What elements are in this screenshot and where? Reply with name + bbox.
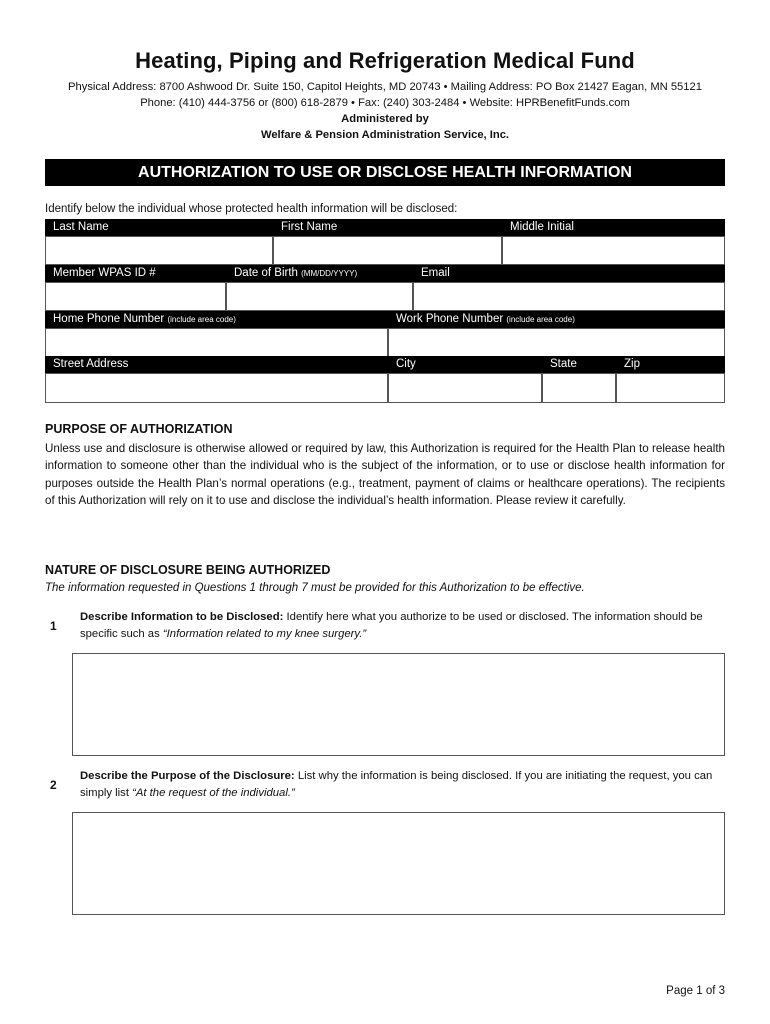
question-1-text <box>80 609 720 643</box>
intro-text: Identify below the individual whose protected health information will be disclosed: <box>45 203 458 215</box>
administrator-name: Welfare & Pension Administration Service, Inc. <box>260 129 510 141</box>
state-label: State <box>542 356 616 373</box>
purpose-text: Unless use and disclosure is otherwise allowed or required by law, this Authorization is required for the Health Plan to release health information to someone other than the individual who is the subject of the information, or to use or disclose health information for purposes outside the Health Plan’s normal operations (e.g., treatment, payment of claims or healthcare operations). The recipients of this Authorization will rely on it to use and disclose the individual’s health information. Please review it carefully. <box>45 442 725 507</box>
member-id-field[interactable] <box>45 282 226 311</box>
last-name-field[interactable] <box>45 236 273 265</box>
work-phone-label-text: Work Phone Number <box>396 313 504 325</box>
first-name-field[interactable] <box>273 236 502 265</box>
zip-label: Zip <box>616 356 725 373</box>
city-label: City <box>388 356 542 373</box>
question-1-example: “Information related to my knee surgery.” <box>162 628 367 640</box>
question-2-label: Describe the Purpose of the Disclosure: <box>80 770 295 782</box>
work-phone-label <box>388 311 725 328</box>
form-title-banner: AUTHORIZATION TO USE OR DISCLOSE HEALTH INFORMATION <box>45 159 725 186</box>
question-1-label: Describe Information to be Disclosed: <box>80 611 284 623</box>
address-line: Physical Address: 8700 Ashwood Dr. Suite 150, Capitol Heights, MD 20743 • Mailing Address: PO Box 21427 Eagan, MN 55121 <box>68 81 702 93</box>
question-2-number: 2 <box>50 778 57 792</box>
question-2-text <box>80 768 720 802</box>
street-field[interactable] <box>45 373 388 403</box>
administered-by: Administered by <box>341 113 429 125</box>
work-phone-field[interactable] <box>388 328 725 357</box>
dob-field[interactable] <box>226 282 413 311</box>
fund-title: Heating, Piping and Refrigeration Medical Fund <box>135 48 635 73</box>
middle-initial-field[interactable] <box>502 236 725 265</box>
work-phone-hint: (include area code) <box>506 315 575 324</box>
nature-title: NATURE OF DISCLOSURE BEING AUTHORIZED <box>45 563 331 577</box>
middle-initial-label: Middle Initial <box>502 219 725 236</box>
dob-format-hint: (MM/DD/YYYY) <box>301 269 358 278</box>
zip-field[interactable] <box>616 373 725 403</box>
fund-header <box>0 48 770 143</box>
question-1-number: 1 <box>50 619 57 633</box>
question-2-answer-box[interactable] <box>72 812 725 915</box>
street-label: Street Address <box>45 356 388 373</box>
home-phone-label <box>45 311 388 328</box>
dob-label-text: Date of Birth <box>234 267 298 279</box>
purpose-title: PURPOSE OF AUTHORIZATION <box>45 422 233 436</box>
nature-note: The information requested in Questions 1 through 7 must be provided for this Authorization to be effective. <box>45 582 585 594</box>
contact-line: Phone: (410) 444-3756 or (800) 618-2879 • Fax: (240) 303-2484 • Website: HPRBenefitFunds.com <box>140 97 630 109</box>
question-1-answer-box[interactable] <box>72 653 725 756</box>
email-label: Email <box>413 265 725 282</box>
home-phone-label-text: Home Phone Number <box>53 313 165 325</box>
question-2-body: List why the information is being disclosed. If you are initiating the request, you can simply list <box>80 770 713 799</box>
first-name-label: First Name <box>273 219 502 236</box>
dob-label <box>226 265 413 282</box>
page-number: Page 1 of 3 <box>666 985 725 997</box>
member-id-label: Member WPAS ID # <box>45 265 226 282</box>
question-2-example: “At the request of the individual.” <box>132 787 295 799</box>
question-1-body: Identify here what you authorize to be used or disclosed. The information should be specific such as <box>80 611 703 640</box>
city-field[interactable] <box>388 373 542 403</box>
email-field[interactable] <box>413 282 725 311</box>
home-phone-field[interactable] <box>45 328 388 357</box>
home-phone-hint: (include area code) <box>167 315 236 324</box>
last-name-label: Last Name <box>45 219 273 236</box>
state-field[interactable] <box>542 373 616 403</box>
